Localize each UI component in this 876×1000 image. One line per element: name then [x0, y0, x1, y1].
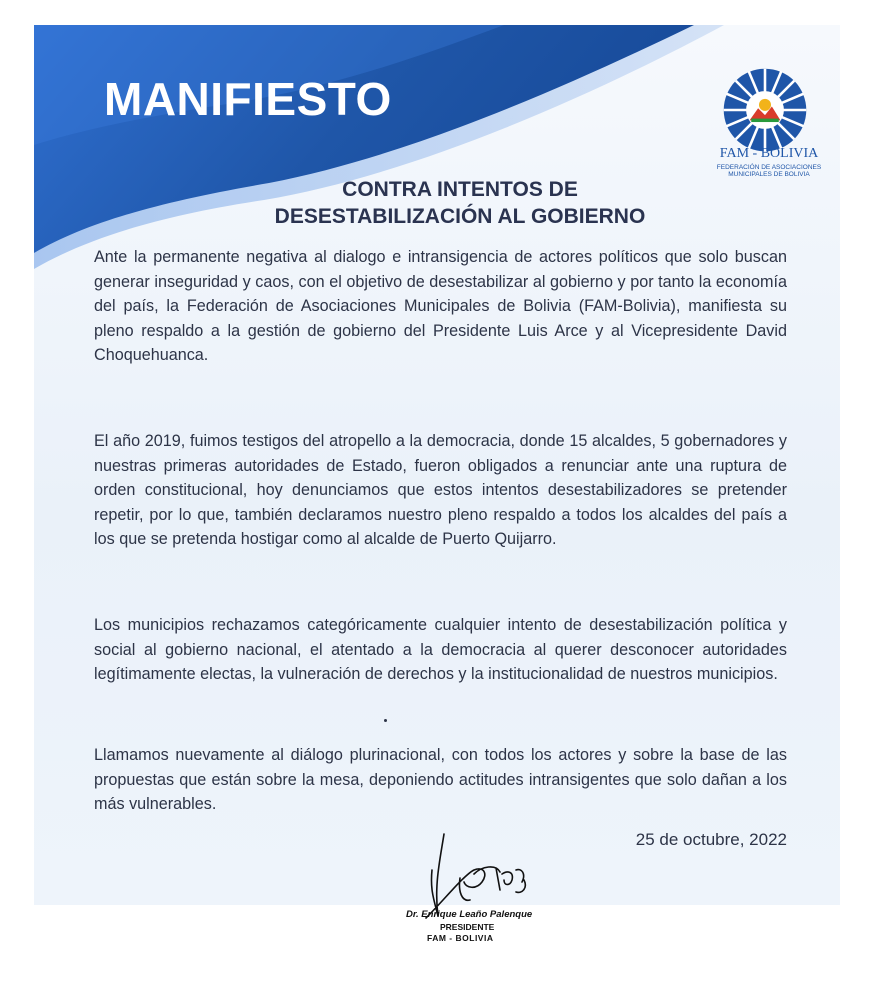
signatory-title: PRESIDENTE	[440, 922, 495, 932]
stray-dot	[384, 719, 387, 722]
paragraph-2: El año 2019, fuimos testigos del atropello a la democracia, donde 15 alcaldes, 5 gobernadores y nuestras primeras autoridades de Estado, fueron obligados a renunciar ante una ruptura de orden constitucional, hoy denunciamos que estos intentos desestabilizadores se pretender repetir, por lo que, también declaramos nuestro pleno respaldo a todos los alcaldes del país a los que se pretenda hostigar como al alcalde de Puerto Quijarro.	[94, 432, 787, 549]
subtitle-line-1: CONTRA INTENTOS DE	[342, 178, 578, 201]
logo-org-full-line2: MUNICIPALES DE BOLIVIA	[728, 171, 810, 178]
paragraph-1: Ante la permanente negativa al dialogo e intransigencia de actores políticos que solo buscan generar inseguridad y caos, con el objetivo de desestabilizar al gobierno y por tanto la economía del país, la Federación de Asociaciones Municipales de Bolivia (FAM-Bolivia), manifiesta su pleno respaldo a la gestión de gobierno del Presidente Luis Arce y al Vicepresidente David Choquehuanca.	[94, 248, 787, 365]
logo-org-name: FAM - BOLIVIA	[719, 146, 819, 161]
subtitle-line-2: DESESTABILIZACIÓN AL GOBIERNO	[274, 205, 646, 228]
signatory-name: Dr. Enrique Leaño Palenque	[406, 909, 533, 920]
page-title: MANIFIESTO	[104, 73, 392, 125]
paragraph-4: Llamamos nuevamente al diálogo plurinacional, con todos los actores y sobre la base de las propuestas que están sobre la mesa, deponiendo actitudes intransigentes que solo dañan a los más vulnerables.	[94, 746, 787, 814]
manifesto-document	[34, 25, 840, 905]
paragraph-3: Los municipios rechazamos categóricamente cualquier intento de desestabilización política y social al gobierno nacional, el atentado a la democracia al querer desconocer autoridades legítimamente electas, la vulneración de derechos y la institucionalidad de nuestros municipios.	[94, 616, 787, 684]
logo-org-full-line1: FEDERACIÓN DE ASOCIACIONES	[716, 164, 822, 171]
fam-bolivia-logo	[722, 67, 808, 153]
document-date: 25 de octubre, 2022	[635, 830, 787, 849]
document-subtitle	[130, 176, 790, 230]
signatory-org: FAM - BOLIVIA	[427, 933, 494, 943]
